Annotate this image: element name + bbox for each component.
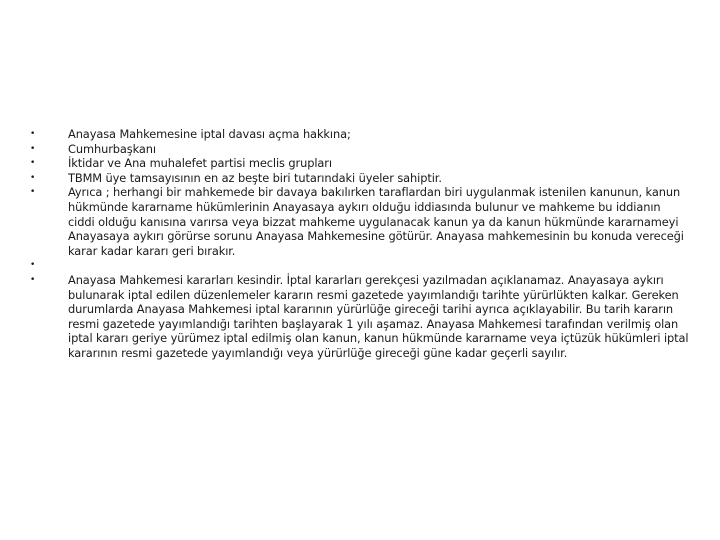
bullet-icon: •	[30, 129, 36, 139]
bullet-icon: •	[30, 260, 36, 271]
list-item-text: Anayasa Mahkemesi kararları kesindir. İptal kararları gerekçesi yazılmadan açıklanamaz. Anayasaya aykırı bulunarak iptal edilen düzenlemeler kararın resmi gazetede yayımlandığı tarihte yürürlükten kalkar. Gereken durumlarda Anayasa Mahkemesi iptal kararının yürürlüğe gireceği tarihi ayrıca açıklayabilir. Bu tarih kararın resmi gazetede yayımlandığı tarihten başlayarak 1 yılı aşamaz. Anayasa Mahkemesi tarafından verilmiş olan iptal kararı geriye yürümez iptal edilmiş olan kanun, kanun hükmünde kararname veya içtüzük hükümleri iptal kararının resmi gazetede yayımlandığı veya yürürlüğe gireceği güne kadar geçerli sayılır.	[68, 272, 689, 360]
list-item	[30, 185, 690, 258]
list-item	[30, 171, 690, 186]
bullet-icon: •	[30, 172, 36, 183]
list-item-text: İktidar ve Ana muhalefet partisi meclis grupları	[68, 156, 332, 171]
list-item	[30, 156, 690, 171]
bullet-icon: •	[30, 274, 36, 285]
bullet-icon: •	[30, 187, 36, 198]
list-item	[30, 127, 690, 142]
bullet-icon: •	[30, 143, 36, 154]
list-item	[30, 273, 690, 361]
list-item-empty	[30, 258, 690, 273]
list-item-text: TBMM üye tamsayısının en az beşte biri tutarındaki üyeler sahiptir.	[68, 170, 442, 185]
list-item	[30, 142, 690, 157]
list-item-text	[68, 258, 690, 273]
list-item-text: Cumhurbaşkanı	[68, 141, 156, 156]
list-item-text: Ayrıca ; herhangi bir mahkemede bir davaya bakılırken taraflardan biri uygulanmak istenilen kanunun, kanun hükmünde kararname hükümlerinin Anayasaya aykırı olduğu iddiasında bulunur ve mahkeme bu iddianın ciddi olduğu kanısına varırsa veya bizzat mahkeme uygulanacak kanun ya da kanun hükmünde kararnameyi Anayasaya aykırı görürse sorunu Anayasa Mahkemesine götürür. Anayasa mahkemesinin bu konuda vereceği karar kadar kararı geri bırakır.	[68, 185, 684, 258]
bullet-icon: •	[30, 158, 36, 169]
bullet-list	[30, 127, 690, 361]
list-item-text: Anayasa Mahkemesine iptal davası açma hakkına;	[68, 127, 351, 141]
